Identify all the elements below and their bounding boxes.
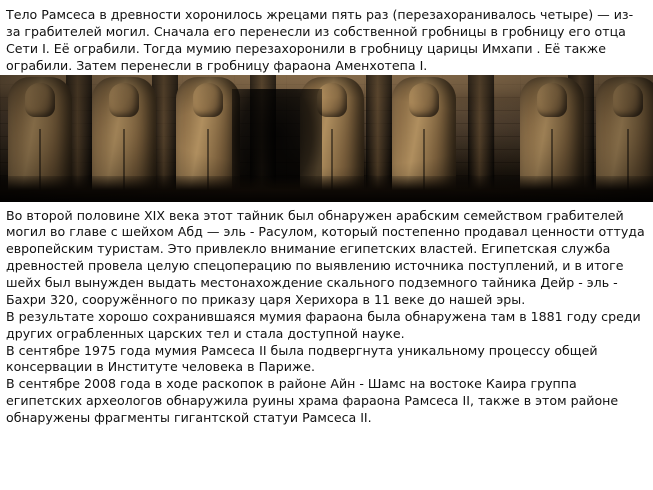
intro-text-block [0, 0, 653, 75]
body-paragraph: В сентябре 2008 года в ходе раскопок в районе Айн - Шамс на востоке Каира группа египетских археологов обнаружила руины храма фараона Рамсеса II, также в этом районе обнаружены фрагменты гигантской статуи Рамсеса II. [6, 376, 619, 425]
image-vignette [0, 75, 653, 202]
body-paragraph: Во второй половине XIX века этот тайник был обнаружен арабским семейством грабителей могил во главе с шейхом Абд — эль - Расулом, который постепенно продавал ценности оттуда европейским туристам. Это привлекло внимание египетских властей. Египетская служба древностей провела целую спецоперацию по выявлению источника поступлений, и в итоге шейх был вынужден выдать местонахождение скального подземного тайника Дейр - эль - Бахри 320, сооружённого по приказу царя Херихора в 11 веке до нашей эры. [6, 207, 645, 307]
body-paragraph: В сентябре 1975 года мумия Рамсеса II была подвергнута уникальному процессу общей консервации в Институте человека в Париже. [6, 342, 598, 375]
intro-paragraph: Тело Рамсеса в древности хоронилось жрецами пять раз (перезахоранивалось четыре) — из-за грабителей могил. Сначала его перенесли из собственной гробницы в гробницу его отца Сети I. Её ограбили. Тогда мумию перезахоронили в гробницу царицы Имхапи . Её также ограбили. Затем перенесли в гробницу фараона Аменхотепа I. [6, 7, 634, 73]
body-text-block [0, 202, 653, 427]
temple-statues-image [0, 75, 653, 202]
body-paragraph: В результате хорошо сохранившаяся мумия фараона была обнаружена там в 1881 году среди других ограбленных царских тел и стала доступной науке. [6, 308, 641, 341]
